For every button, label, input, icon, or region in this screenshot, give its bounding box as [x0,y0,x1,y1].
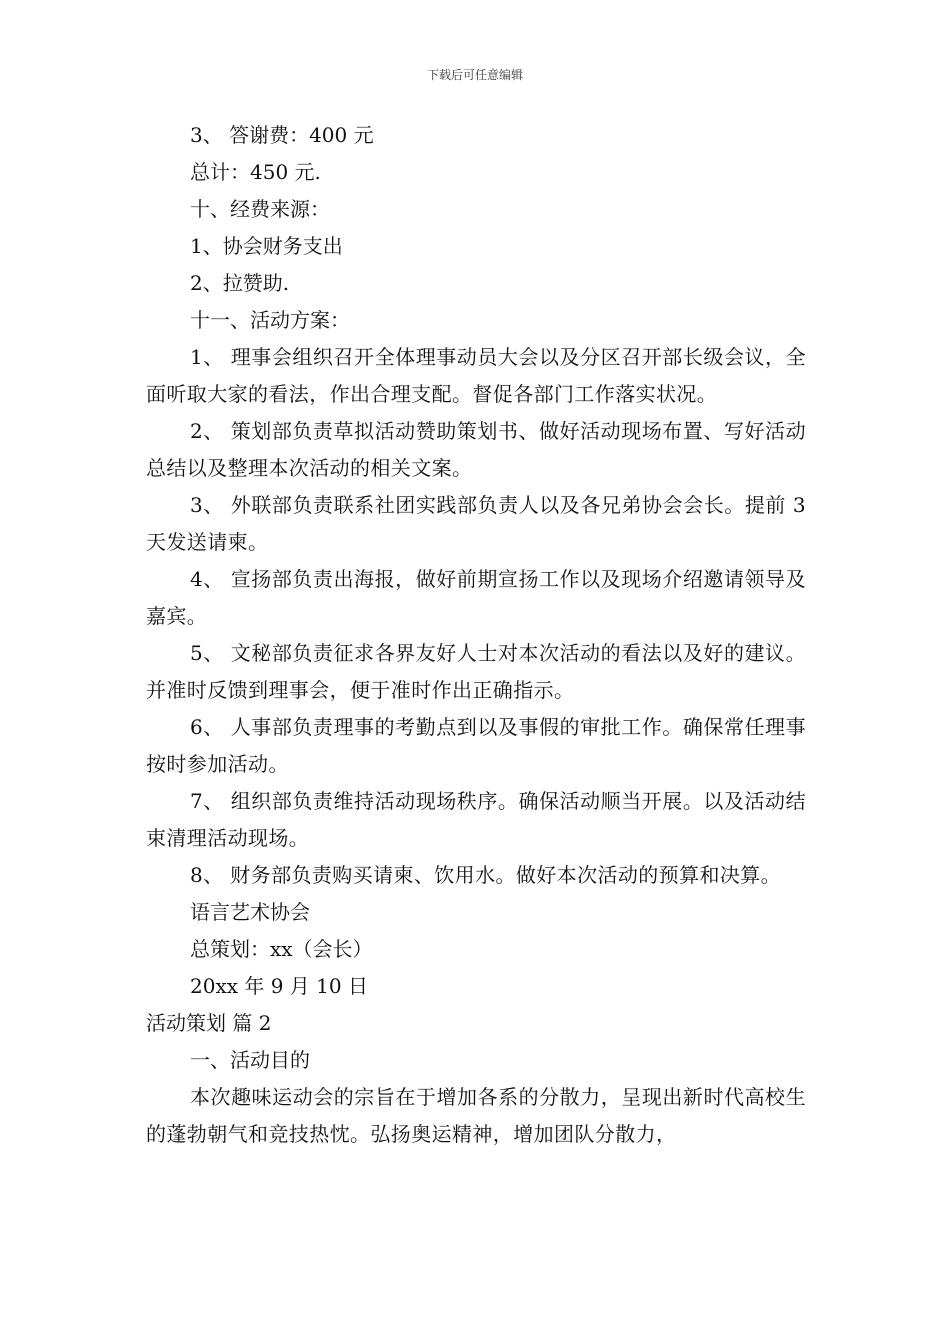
paragraph: 8、 财务部负责购买请柬、饮用水。做好本次活动的预算和决算。 [190,863,782,887]
paragraph: 4、 宣扬部负责出海报，做好前期宣扬工作以及现场介绍邀请领导及嘉宾。 [146,567,806,628]
section-heading: 一、活动目的 [190,1048,310,1072]
paragraph: 1、 理事会组织召开全体理事动员大会以及分区召开部长级会议，全面听取大家的看法，作出合理支配。督促各部门工作落实状况。 [146,345,806,406]
text-line: 总计：450 元. [190,160,321,184]
paragraph: 3、 外联部负责联系社团实践部负责人以及各兄弟协会会长。提前 3 天发送请柬。 [146,493,806,554]
text-line: 1、协会财务支出 [190,234,343,258]
signature-date: 20xx 年 9 月 10 日 [190,974,368,998]
paragraph: 6、 人事部负责理事的考勤点到以及事假的审批工作。确保常任理事按时参加活动。 [146,715,806,776]
document-title: 活动策划 篇 2 [146,1011,272,1035]
page-header: 下载后可任意编辑 [426,68,523,82]
paragraph: 5、 文秘部负责征求各界友好人士对本次活动的看法以及好的建议。并准时反馈到理事会，便于准时作出正确指示。 [146,641,806,702]
section-heading: 十、经费来源： [190,197,330,221]
signature-organization: 语言艺术协会 [190,900,310,924]
document-body [146,117,806,1153]
paragraph: 本次趣味运动会的宗旨在于增加各系的分散力，呈现出新时代高校生的蓬勃朝气和竞技热忱。弘扬奥运精神，增加团队分散力， [146,1085,806,1146]
text-line: 2、拉赞助. [190,271,290,295]
text-line: 3、 答谢费：400 元 [190,123,374,147]
signature-planner: 总策划：xx（会长） [190,937,373,961]
section-heading: 十一、活动方案： [190,308,350,332]
paragraph: 2、 策划部负责草拟活动赞助策划书、做好活动现场布置、写好活动总结以及整理本次活动的相关文案。 [146,419,806,480]
paragraph: 7、 组织部负责维持活动现场秩序。确保活动顺当开展。以及活动结束清理活动现场。 [146,789,806,850]
